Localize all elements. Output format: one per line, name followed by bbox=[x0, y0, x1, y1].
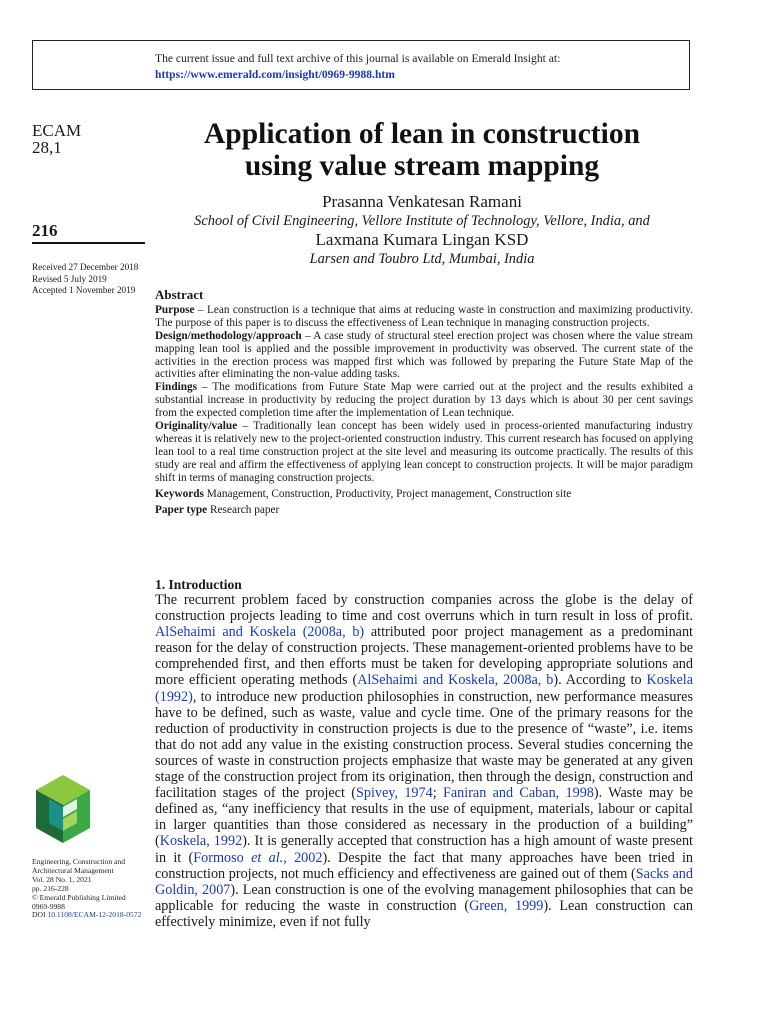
citation-link[interactable]: Green, 1999 bbox=[469, 897, 544, 914]
abstract-section bbox=[155, 289, 693, 516]
journal-access-banner bbox=[32, 40, 690, 90]
intro-text: ). It is generally accepted that construction has a high amount of waste present in it ( bbox=[155, 833, 693, 866]
journal-footer-metadata bbox=[32, 858, 152, 920]
journal-id bbox=[32, 122, 81, 156]
citation-et-al: et al. bbox=[251, 849, 284, 866]
revised-date: Revised 5 July 2019 bbox=[32, 273, 107, 284]
author-1: Prasanna Venkatesan Ramani bbox=[322, 192, 522, 211]
received-date: Received 27 December 2018 bbox=[32, 262, 139, 272]
keywords-label: Keywords bbox=[155, 487, 204, 500]
citation-link[interactable]: AlSehaimi and Koskela, 2008a, b bbox=[357, 672, 554, 689]
intro-text: ). Lean construction is one of the evolving management philosophies that can be applicable for reducing the waste in construction ( bbox=[155, 881, 693, 914]
intro-text: ). According to bbox=[553, 672, 647, 689]
history-dates bbox=[32, 262, 138, 297]
abstract-heading: Abstract bbox=[155, 287, 204, 302]
citation-link[interactable]: AlSehaimi and Koskela (2008a, b) bbox=[155, 624, 365, 641]
intro-text: ; bbox=[432, 785, 443, 802]
intro-text: attributed poor project management as a predominant reason for the delay of construction projects. These management-oriented problems have to be comprehended first, and then efforts must be taken for developing appropriate solutions and more efficient operating methods ( bbox=[155, 624, 693, 689]
doi-label: DOI bbox=[32, 910, 48, 920]
footer-journal-name-cont: Architectural Management bbox=[32, 865, 114, 875]
paper-type-text: Research paper bbox=[207, 503, 280, 516]
intro-text: , to introduce new production philosophies in construction, new performance measures have to be defined, such as waste, value and cycle time. One of the primary reasons for the reduction of productivity in construction projects is due to the presence of “waste”, i.e. items that do not add any value in the existing construction process. Several studies concerning the sources of waste in construction projects emphasize that waste may be generated at any given stage of the construction project from its origination, then through the design, construction and facilitation stages of the project ( bbox=[155, 688, 693, 802]
abstract-originality bbox=[155, 420, 693, 485]
author-block bbox=[150, 192, 694, 268]
purpose-text: – Lean construction is a technique that aims at reducing waste in construction and maximizing productivity. The purpose of this paper is to discuss the effectiveness of Lean technique in managing construction projects. bbox=[155, 303, 693, 329]
introduction-heading: 1. Introduction bbox=[155, 577, 242, 592]
accepted-date: Accepted 1 November 2019 bbox=[32, 285, 136, 296]
intro-text: ). Lean construction can effectively minimize, even if not fully bbox=[155, 897, 693, 930]
emerald-publishing-logo-icon bbox=[32, 773, 94, 845]
intro-text: ). Waste may be defined as, “any inefficiency that results in the use of equipment, materials, labour or capital in larger quantities than those considered as necessary in the production of a building” ( bbox=[155, 785, 693, 850]
findings-text: – The modifications from Future State Map were carried out at the project and the results exhibited a substantial increase in productivity by reducing the project duration by 13 days which is about 30 per cent savings from the expected completion time after the implementation of Lean technique. bbox=[155, 381, 693, 420]
citation-link[interactable] bbox=[193, 850, 322, 866]
citation-author: Formoso bbox=[193, 849, 252, 866]
citation-link[interactable]: Koskela (1992) bbox=[155, 672, 693, 705]
design-text: – A case study of structural steel erection project was chosen where the value stream mapping lean tool is applied and the possible improvement in productivity was observed. The current state of the activities in the erection process was mapped first which was followed by preparing the Future State Map of the activities after eliminating the non-value adding tasks. bbox=[155, 329, 693, 381]
keywords-text: Management, Construction, Productivity, Project management, Construction site bbox=[203, 487, 572, 500]
abstract-findings bbox=[155, 381, 693, 420]
design-label: Design/methodology/approach bbox=[155, 329, 302, 342]
abstract-design bbox=[155, 330, 693, 382]
affiliation-2: Larsen and Toubro Ltd, Mumbai, India bbox=[309, 251, 535, 267]
abstract-keywords bbox=[155, 488, 693, 501]
title-line-2: using value stream mapping bbox=[244, 150, 600, 182]
originality-label: Originality/value bbox=[155, 420, 238, 433]
title-line-1: Application of lean in construction bbox=[204, 118, 640, 150]
findings-label: Findings bbox=[155, 381, 198, 394]
introduction-paragraph bbox=[155, 592, 693, 930]
article-title bbox=[150, 118, 694, 182]
intro-text: The recurrent problem faced by construction companies across the globe is the delay of construction projects leading to time and cost overruns which in turn result in loss of profit. bbox=[155, 592, 693, 625]
footer-publisher: © Emerald Publishing Limited bbox=[32, 892, 126, 902]
abstract-paper-type bbox=[155, 504, 693, 517]
page-number-rule bbox=[32, 242, 145, 244]
purpose-label: Purpose bbox=[155, 303, 195, 316]
journal-abbreviation: ECAM bbox=[32, 121, 82, 140]
doi-link[interactable]: 10.1108/ECAM-12-2018-0572 bbox=[47, 910, 142, 920]
citation-link[interactable]: Koskela, 1992 bbox=[159, 833, 243, 850]
volume-issue: 28,1 bbox=[32, 138, 62, 157]
journal-url-link[interactable]: https://www.emerald.com/insight/0969-9988.htm bbox=[155, 68, 395, 81]
citation-link[interactable]: Faniran and Caban, 1998 bbox=[442, 785, 594, 802]
paper-type-label: Paper type bbox=[155, 503, 208, 516]
citation-year: , 2002 bbox=[283, 849, 323, 866]
footer-doi bbox=[32, 911, 152, 920]
affiliation-1: School of Civil Engineering, Vellore Institute of Technology, Vellore, India, and bbox=[194, 213, 650, 229]
footer-issn: 0969-9988 bbox=[32, 901, 65, 911]
abstract-purpose bbox=[155, 304, 693, 330]
footer-pages: pp. 216-228 bbox=[32, 883, 69, 893]
citation-link[interactable]: Spivey, 1974 bbox=[355, 785, 433, 802]
footer-journal-name: Engineering, Construction and bbox=[32, 857, 126, 866]
banner-text: The current issue and full text archive of this journal is available on Emerald Insight at: bbox=[155, 52, 561, 65]
page-number: 216 bbox=[32, 221, 58, 240]
citation-link[interactable]: Sacks and Goldin, 2007 bbox=[155, 865, 693, 898]
originality-text: – Traditionally lean concept has been widely used in process-oriented manufacturing industry whereas it is relatively new to the project-oriented construction industry. This current research has focused on applying lean tool to a real time construction project at the site level and measuring its outcome practically. The results of this study are real and affirm the effectiveness of applying lean concept to construction projects. It will be major paradigm shift in terms of managing construction projects. bbox=[155, 420, 693, 484]
footer-volume: Vol. 28 No. 1, 2021 bbox=[32, 874, 92, 884]
intro-text: ). Despite the fact that many approaches have been tried in construction projects, not much efficiency and effectiveness are gained out of them ( bbox=[155, 849, 694, 882]
author-2: Laxmana Kumara Lingan KSD bbox=[315, 230, 529, 249]
